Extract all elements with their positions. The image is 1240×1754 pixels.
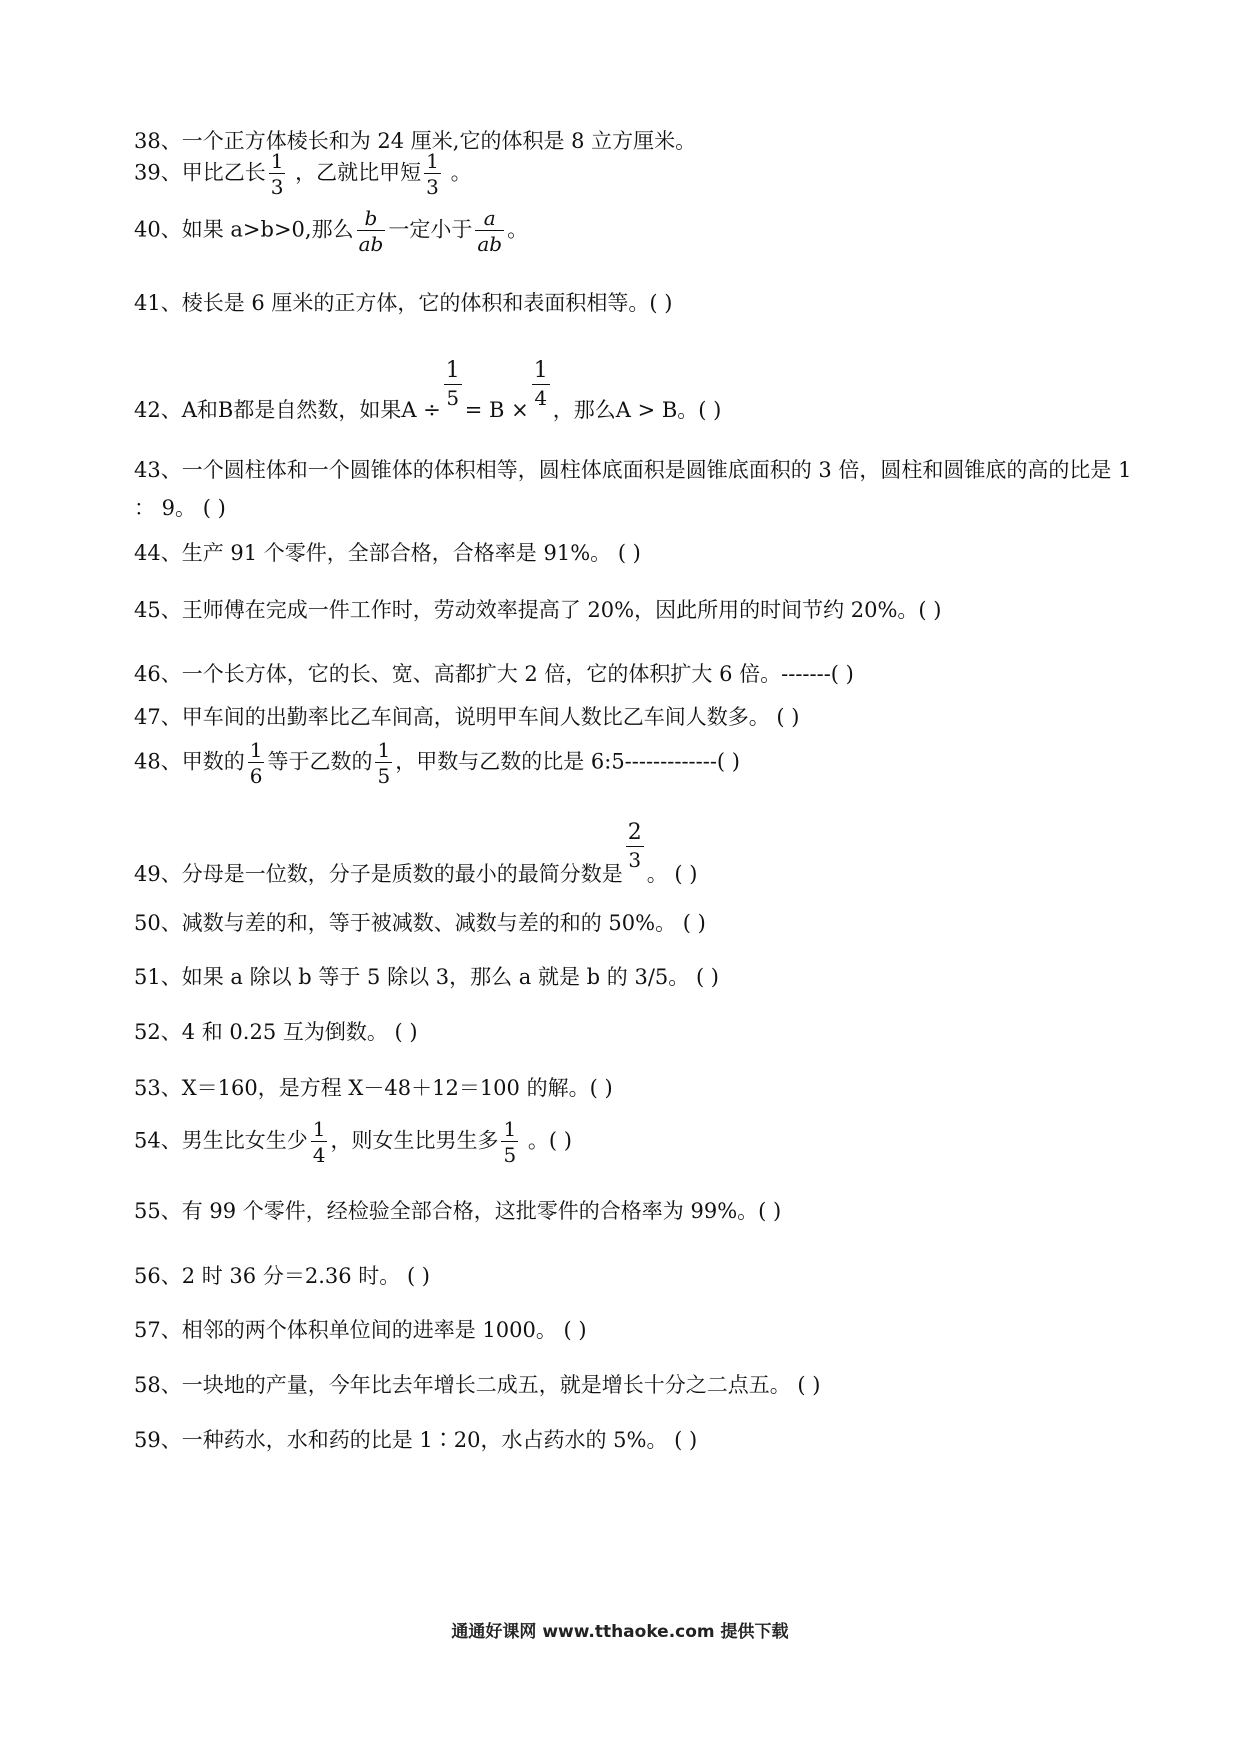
fraction-one-fifth: $\frac{1}{5}$ — [445, 358, 460, 410]
question-38: 38、一个正方体棱长和为 24 厘米,它的体积是 8 立方厘米。 — [134, 129, 697, 153]
question-59: 59、一种药水，水和药的比是 1∶20，水占药水的 5%。 ( ) — [134, 1428, 698, 1452]
question-47: 47、甲车间的出勤率比乙车间高，说明甲车间人数比乙车间人数多。 ( ) — [134, 705, 800, 729]
question-52: 52、4 和 0.25 互为倒数。 ( ) — [134, 1020, 418, 1044]
fraction-one-fourth: $\frac{1}{4}$ — [533, 358, 548, 410]
question-46: 46、一个长方体，它的长、宽、高都扩大 2 倍，它的体积扩大 6 倍。-------( ) — [134, 662, 854, 686]
fraction-one-sixth: $\frac{1}{6}$ — [249, 738, 263, 788]
question-48: 48、甲数的 $\frac{1}{6}$ 等于乙数的 $\frac{1}{5}$ ，甲数与乙数的比是 6:5-------------( ) — [134, 738, 740, 788]
question-40: 40、如果 a>b>0,那么 $\frac{b}{ab}$ 一定小于 $\frac{a}{ab}$ 。 — [134, 206, 529, 256]
question-49: 49、分母是一位数，分子是质数的最小的最简分数是 $\frac{2}{3}$ 。 ( ) — [134, 820, 698, 886]
question-39: 39、甲比乙长 $\frac{1}{3}$ ，乙就比甲短 $\frac{1}{3}$ 。 — [134, 149, 472, 199]
question-44: 44、生产 91 个零件，全部合格，合格率是 91%。 ( ) — [134, 541, 641, 565]
question-43: 43、一个圆柱体和一个圆锥体的体积相等，圆柱体底面积是圆锥底面积的 3 倍，圆柱和圆锥底的高的比是 1 ： 9。 ( ) — [134, 458, 1132, 520]
question-51: 51、如果 a 除以 b 等于 5 除以 3，那么 a 就是 b 的 3/5。 ( ) — [134, 965, 720, 989]
question-54: 54、男生比女生少 $\frac{1}{4}$ ，则女生比男生多 $\frac{1}{5}$ 。( ) — [134, 1117, 572, 1167]
fraction-b-over-ab: $\frac{b}{ab}$ — [358, 206, 384, 256]
footer-watermark: 通通好课网 www.tthaoke.com 提供下载 — [451, 1622, 789, 1642]
question-53: 53、X＝160，是方程 X－48＋12＝100 的解。( ) — [134, 1076, 613, 1100]
fraction-a-over-ab: $\frac{a}{ab}$ — [477, 206, 503, 256]
question-55: 55、有 99 个零件，经检验全部合格，这批零件的合格率为 99%。( ) — [134, 1199, 782, 1223]
fraction-one-third: $\frac{1}{3}$ — [270, 149, 284, 199]
fraction-one-fifth: $\frac{1}{5}$ — [503, 1117, 517, 1167]
question-42: 42、A和B都是自然数，如果A ÷ $\frac{1}{5}$ = B × $\frac{1}{4}$ ，那么A > B。( ) — [134, 358, 722, 422]
question-41: 41、棱长是 6 厘米的正方体，它的体积和表面积相等。( ) — [134, 291, 673, 315]
fraction-two-thirds: $\frac{2}{3}$ — [627, 820, 642, 872]
fraction-one-third: $\frac{1}{3}$ — [426, 149, 439, 199]
question-58: 58、一块地的产量，今年比去年增长二成五，就是增长十分之二点五。 ( ) — [134, 1373, 821, 1397]
question-45: 45、王师傅在完成一件工作时，劳动效率提高了 20%，因此所用的时间节约 20%。( ) — [134, 598, 942, 622]
question-57: 57、相邻的两个体积单位间的进率是 1000。 ( ) — [134, 1318, 587, 1342]
question-56: 56、2 时 36 分＝2.36 时。 ( ) — [134, 1264, 430, 1288]
fraction-one-fourth: $\frac{1}{4}$ — [312, 1117, 326, 1167]
fraction-one-fifth: $\frac{1}{5}$ — [377, 738, 391, 788]
question-50: 50、减数与差的和，等于被减数、减数与差的和的 50%。 ( ) — [134, 911, 706, 935]
